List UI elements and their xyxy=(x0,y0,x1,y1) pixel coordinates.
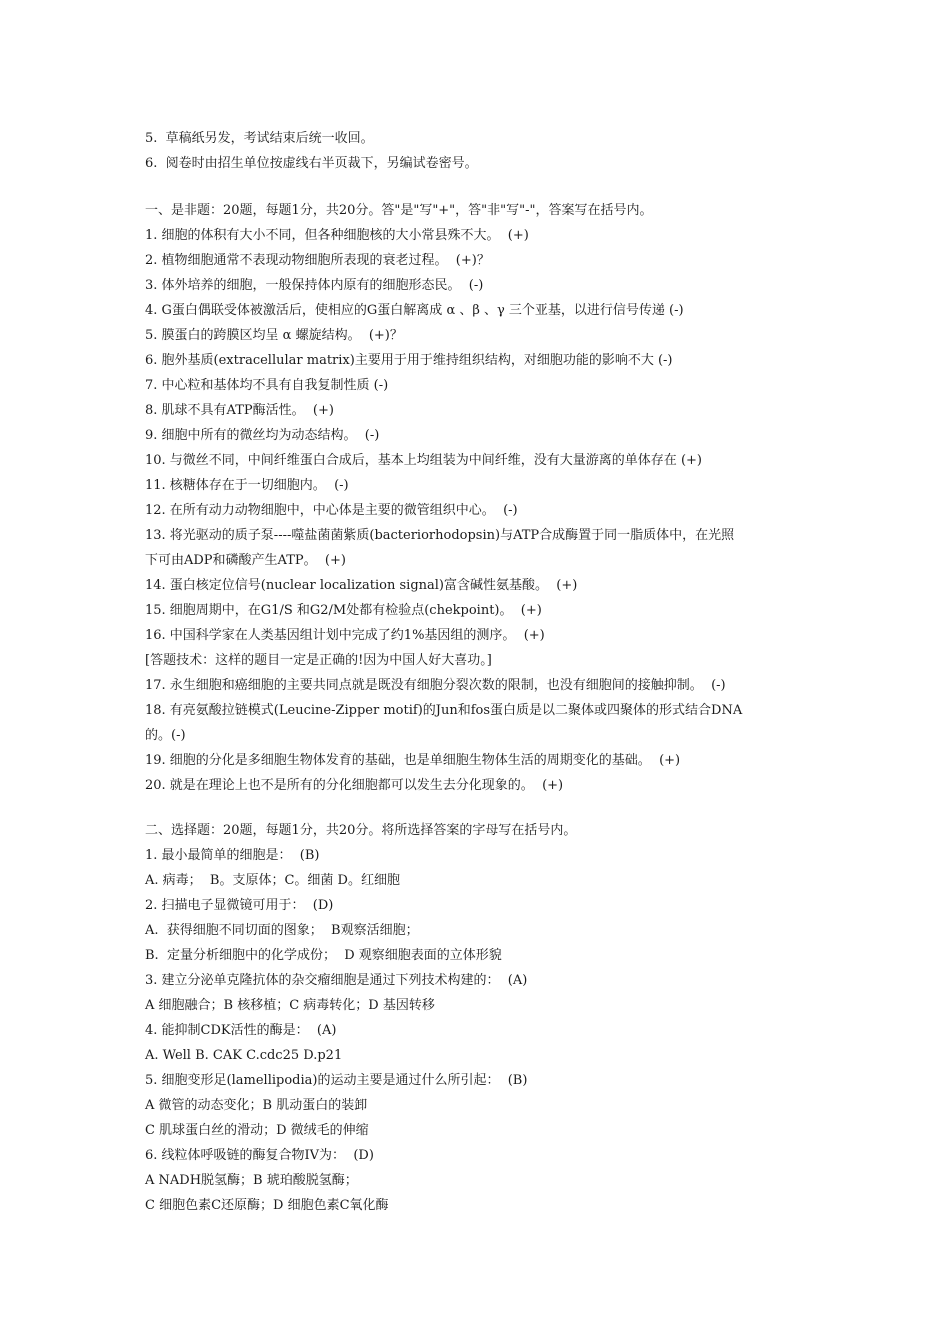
question-line: 20. 就是在理论上也不是所有的分化细胞都可以发生去分化现象的。 (+) xyxy=(145,778,564,793)
question-line: 19. 细胞的分化是多细胞生物体发育的基础，也是单细胞生物体生活的周期变化的基础。 (+) xyxy=(145,753,681,768)
question-line: 7. 中心粒和基体均不具有自我复制性质 (-) xyxy=(145,378,389,393)
question-line: 17. 永生细胞和癌细胞的主要共同点就是既没有细胞分裂次数的限制，也没有细胞间的接触抑制。 (-) xyxy=(145,678,726,693)
question-line: 13. 将光驱动的质子泵----噬盐菌菌紫质(bacteriorhodopsin)与ATP合成酶置于同一脂质体中，在光照 xyxy=(145,528,735,543)
notes-block xyxy=(145,126,805,176)
option-line: A. 获得细胞不同切面的图象； B观察活细胞； xyxy=(145,923,419,938)
option-line: A. Well B. CAK C.cdc25 D.p21 xyxy=(145,1048,343,1063)
section-multiple-choice xyxy=(145,818,805,1218)
question-line: 15. 细胞周期中，在G1/S 和G2/M处都有检验点(chekpoint)。 (+) xyxy=(145,603,542,618)
question-line: 2. 扫描电子显微镜可用于： (D) xyxy=(145,898,334,913)
option-line: C 细胞色素C还原酶；D 细胞色素C氧化酶 xyxy=(145,1198,389,1213)
question-line: 5. 细胞变形足(lamellipodia)的运动主要是通过什么所引起： (B) xyxy=(145,1073,528,1088)
section-heading: 一、是非题：20题，每题1分，共20分。答"是"写"+"，答"非"写"-"，答案写在括号内。 xyxy=(145,203,653,218)
question-line: 2. 植物细胞通常不表现动物细胞所表现的衰老过程。 (+)？ xyxy=(145,253,490,268)
question-line: 1. 细胞的体积有大小不同，但各种细胞核的大小常县殊不大。 (+) xyxy=(145,228,529,243)
question-line: 11. 核糖体存在于一切细胞内。 (-) xyxy=(145,478,349,493)
note-line: 5. 草稿纸另发，考试结束后统一收回。 xyxy=(145,131,374,146)
question-line: 12. 在所有动力动物细胞中，中心体是主要的微管组织中心。 (-) xyxy=(145,503,518,518)
option-line: A 微管的动态变化；B 肌动蛋白的装卸 xyxy=(145,1098,368,1113)
question-line: 18. 有亮氨酸拉链模式(Leucine-Zipper motif)的Jun和fos蛋白质是以二聚体或四聚体的形式结合DNA xyxy=(145,703,743,718)
option-line: A NADH脱氢酶；B 琥珀酸脱氢酶； xyxy=(145,1173,358,1188)
question-line: 16. 中国科学家在人类基因组计划中完成了约1%基因组的测序。 (+) xyxy=(145,628,545,643)
option-line: A. 病毒； B。支原体；C。细菌 D。红细胞 xyxy=(145,873,400,888)
question-line: 3. 建立分泌单克隆抗体的杂交瘤细胞是通过下列技术构建的： (A) xyxy=(145,973,528,988)
note-line: 6. 阅卷时由招生单位按虚线右半页裁下，另编试卷密号。 xyxy=(145,156,478,171)
option-line: C 肌球蛋白丝的滑动；D 微绒毛的伸缩 xyxy=(145,1123,369,1138)
answer-tip-line: [答题技术：这样的题目一定是正确的!因为中国人好大喜功。] xyxy=(145,653,492,668)
question-line: 1. 最小最简单的细胞是： (B) xyxy=(145,848,320,863)
question-line: 8. 肌球不具有ATP酶活性。 (+) xyxy=(145,403,334,418)
question-line: 9. 细胞中所有的微丝均为动态结构。 (-) xyxy=(145,428,380,443)
section-heading: 二、选择题：20题，每题1分，共20分。将所选择答案的字母写在括号内。 xyxy=(145,823,577,838)
question-line: 3. 体外培养的细胞，一般保持体内原有的细胞形态民。 (-) xyxy=(145,278,484,293)
question-line: 14. 蛋白核定位信号(nuclear localization signal)富含碱性氨基酸。 (+) xyxy=(145,578,578,593)
question-line: 5. 膜蛋白的跨膜区均呈 α 螺旋结构。 (+)？ xyxy=(145,328,403,343)
option-line: B. 定量分析细胞中的化学成份； D 观察细胞表面的立体形貌 xyxy=(145,948,502,963)
question-line: 6. 胞外基质(extracellular matrix)主要用于用于维持组织结构，对细胞功能的影响不大 (-) xyxy=(145,353,673,368)
document-body xyxy=(145,126,805,1218)
question-line: 的。(-) xyxy=(145,728,186,743)
question-line: 4. G蛋白偶联受体被激活后，使相应的G蛋白解离成 α 、β 、γ 三个亚基，以进行信号传递 (-) xyxy=(145,303,684,318)
option-line: A 细胞融合；B 核移植；C 病毒转化；D 基因转移 xyxy=(145,998,435,1013)
question-line: 4. 能抑制CDK活性的酶是： (A) xyxy=(145,1023,337,1038)
question-line: 下可由ADP和磷酸产生ATP。 (+) xyxy=(145,553,346,568)
question-line: 10. 与微丝不同，中间纤维蛋白合成后，基本上均组装为中间纤维，没有大量游离的单体存在 (+) xyxy=(145,453,702,468)
question-line: 6. 线粒体呼吸链的酶复合物IV为： (D) xyxy=(145,1148,374,1163)
section-true-false xyxy=(145,198,805,798)
